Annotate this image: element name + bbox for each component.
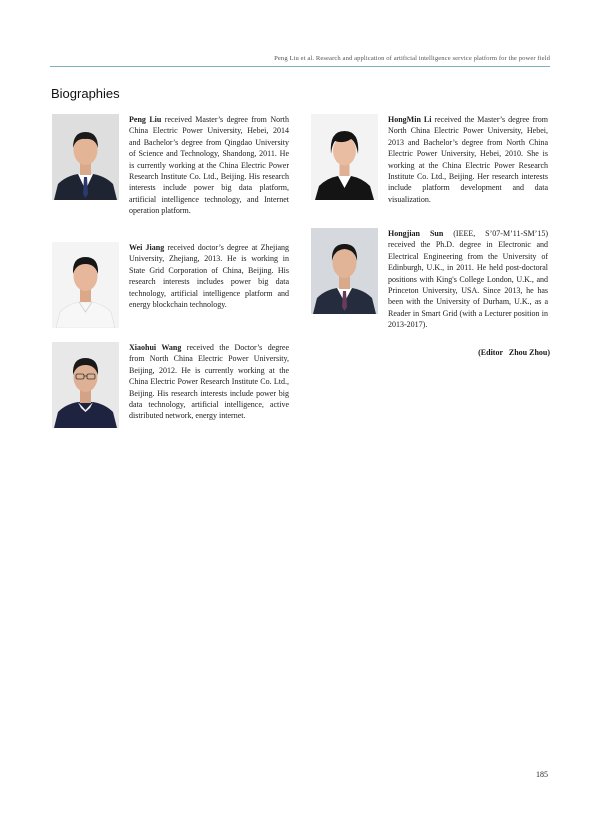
portrait-hongjian-sun bbox=[311, 228, 378, 314]
section-title: Biographies bbox=[51, 86, 120, 101]
bio-description: received doctor’s degree at Zhejiang University, Zhejiang, 2013. He is working in State Grid Corporation of China, Beijing. His research interests includes power big data technology, artificial intelligence platform and energy blockchain technology. bbox=[129, 243, 289, 310]
bio-name: Hongjian Sun bbox=[388, 229, 444, 238]
portrait-photo bbox=[311, 114, 378, 200]
header-rule bbox=[50, 66, 550, 67]
portrait-photo bbox=[311, 228, 378, 314]
portrait-photo bbox=[52, 242, 119, 328]
bio-description: received Master’s degree from North China Electric Power University, Hebei, 2014 and Bachelor’s degree from Qingdao University of Science and Technology, Shandong, 2011. He is currently working at the China Electric Power Research Institute Co. Ltd., Beijing. His research interests include power big data platform, artificial intelligence technology, and Internet operation platform. bbox=[129, 115, 289, 216]
bio-description: received the Doctor’s degree from North China Electric Power University, Beijing, 2012. He is currently working at the China Electric Power Research Institute Co. Ltd., Beijing. His research interests include power big data technology, artificial intelligence, active distributed network, energy internet. bbox=[129, 343, 290, 421]
page-number: 185 bbox=[536, 770, 548, 779]
biography-peng-liu bbox=[52, 114, 288, 234]
bio-name: Peng Liu bbox=[129, 115, 162, 124]
bio-description: received the Master’s degree from North China Electric Power University, Hebei, 2013 and Bachelor’s degree from North China Electric Power University, Hebei, 2010. She is working at the China Electric Power Research Institute Co. Ltd., Beijing. Her research interests include platform development and data visualization. bbox=[388, 115, 549, 204]
biography-xiaohui-wang bbox=[52, 342, 288, 462]
bio-text bbox=[388, 228, 548, 331]
bio-name: Wei Jiang bbox=[129, 243, 165, 252]
portrait-peng-liu bbox=[52, 114, 119, 200]
bio-description: (IEEE, S’07-M’11-SM’15) received the Ph.D. degree in Electronic and Electrical Engineering from the University of Edinburgh, U.K., in 2011. He held post-doctoral positions with King's College London, U.K., and Princeton University, USA. Since 2013, he has been with the University of Durham, U.K., as a Reader in Smart Grid (with a Lecturer position in 2013-2017). bbox=[388, 229, 548, 330]
portrait-wei-jiang bbox=[52, 242, 119, 328]
portrait-photo bbox=[52, 114, 119, 200]
biography-hongjian-sun bbox=[311, 228, 547, 348]
bio-text bbox=[129, 242, 289, 310]
editor-note: (Editor Zhou Zhou) bbox=[478, 348, 550, 357]
biography-hongmin-li bbox=[311, 114, 547, 234]
portrait-hongmin-li bbox=[311, 114, 378, 200]
bio-name: Xiaohui Wang bbox=[129, 343, 182, 352]
portrait-xiaohui-wang bbox=[52, 342, 119, 428]
bio-name: HongMin Li bbox=[388, 115, 432, 124]
bio-text bbox=[129, 114, 289, 217]
bio-text bbox=[129, 342, 289, 422]
bio-text bbox=[388, 114, 548, 205]
running-head: Peng Liu et al. Research and application of artificial intelligence service platform for the power field bbox=[274, 55, 550, 62]
portrait-photo bbox=[52, 342, 119, 428]
